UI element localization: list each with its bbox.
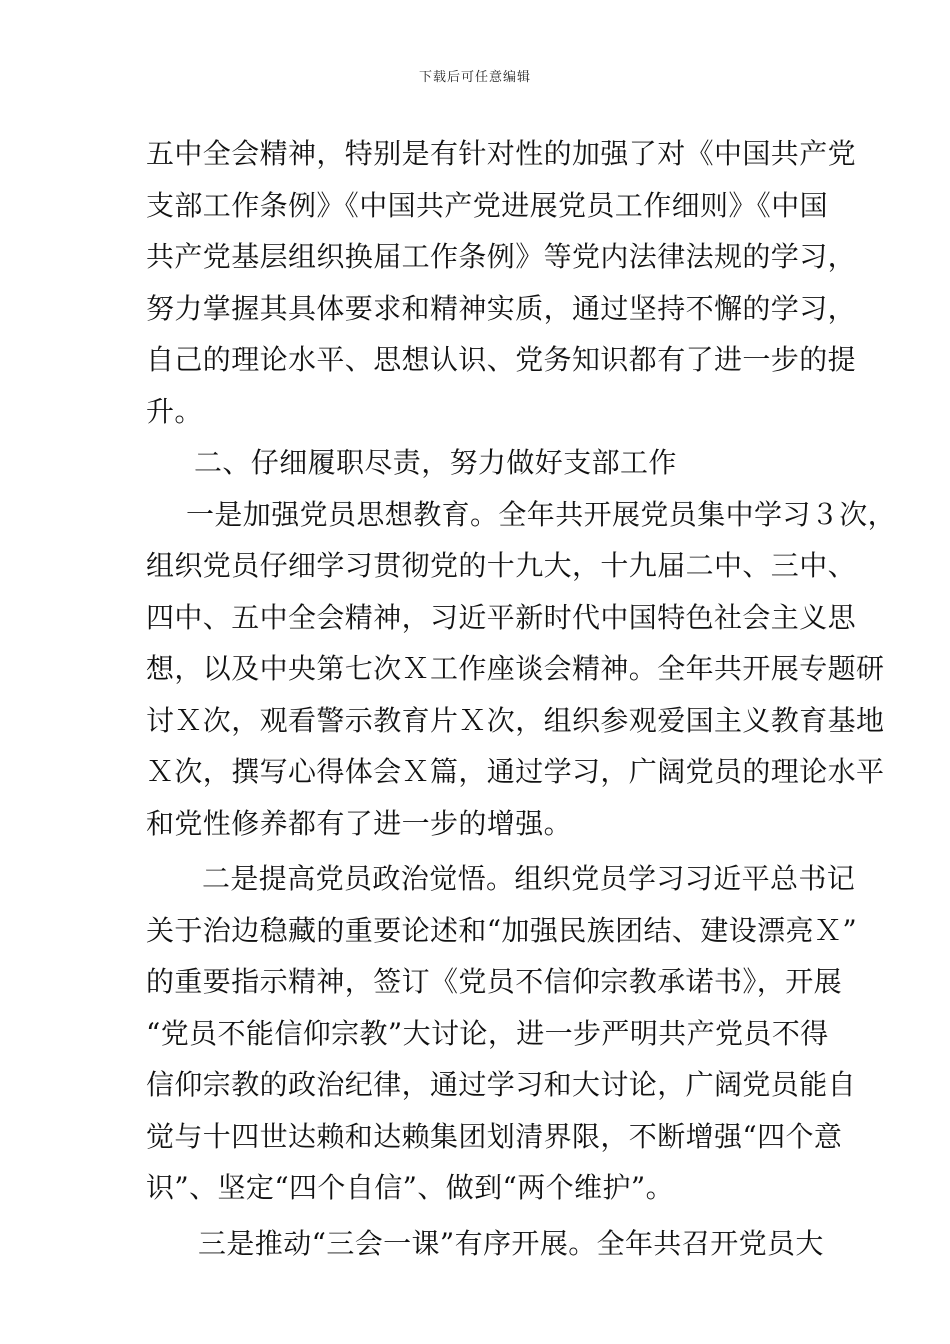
paragraph-line: 组织党员仔细学习贯彻党的十九大，十九届二中、三中、 [146,549,857,582]
paragraph-line: 的重要指示精神，签订《党员不信仰宗教承诺书》，开展 [146,965,843,998]
paragraph-line: 二是提高党员政治觉悟。组织党员学习习近平总书记 [202,862,856,895]
paragraph-line: 共产党基层组织换届工作条例》等党内法律法规的学习， [146,240,857,273]
paragraph-line: Ｘ次，撰写心得体会Ｘ篇，通过学习，广阔党员的理论水平 [146,755,885,788]
paragraph-line: 觉与十四世达赖和达赖集团划清界限，不断增强“四个意 [146,1119,843,1153]
paragraph-line: 信仰宗教的政治纪律，通过学习和大讨论，广阔党员能自 [146,1068,857,1101]
paragraph-line: 升。 [146,394,203,428]
paragraph-line: 努力掌握其具体要求和精神实质，通过坚持不懈的学习， [146,291,857,325]
paragraph-line: 一是加强党员思想教育。全年共开展党员集中学习３次， [186,497,897,531]
paragraph-line: 关于治边稳藏的重要论述和“加强民族团结、建设漂亮Ｘ” [146,913,858,947]
section-heading: 二、仔细履职尽责，努力做好支部工作 [194,446,677,479]
paragraph-line: 讨Ｘ次，观看警示教育片Ｘ次，组织参观爱国主义教育基地 [146,703,885,737]
paragraph-line: “党员不能信仰宗教”大讨论，进一步严明共产党员不得 [146,1016,829,1050]
paragraph-line: 想，以及中央第七次Ｘ工作座谈会精神。全年共开展专题研 [146,652,885,685]
document-body [146,128,897,1269]
paragraph-line: 三是推动“三会一课”有序开展。全年共召开党员大 [198,1226,824,1260]
paragraph-line: 识”、坚定“四个自信”、做到“两个维护”。 [146,1171,674,1204]
paragraph-line: 自己的理论水平、思想认识、党务知识都有了进一步的提 [146,343,857,376]
paragraph-line: 支部工作条例》《中国共产党进展党员工作细则》《中国 [146,188,829,222]
paragraph-line: 四中、五中全会精神，习近平新时代中国特色社会主义思 [146,600,857,634]
page-header: 下载后可任意编辑 [418,70,531,85]
paragraph-line: 和党性修养都有了进一步的增强。 [146,806,573,840]
paragraph-line: 五中全会精神，特别是有针对性的加强了对《中国共产党 [146,137,857,170]
